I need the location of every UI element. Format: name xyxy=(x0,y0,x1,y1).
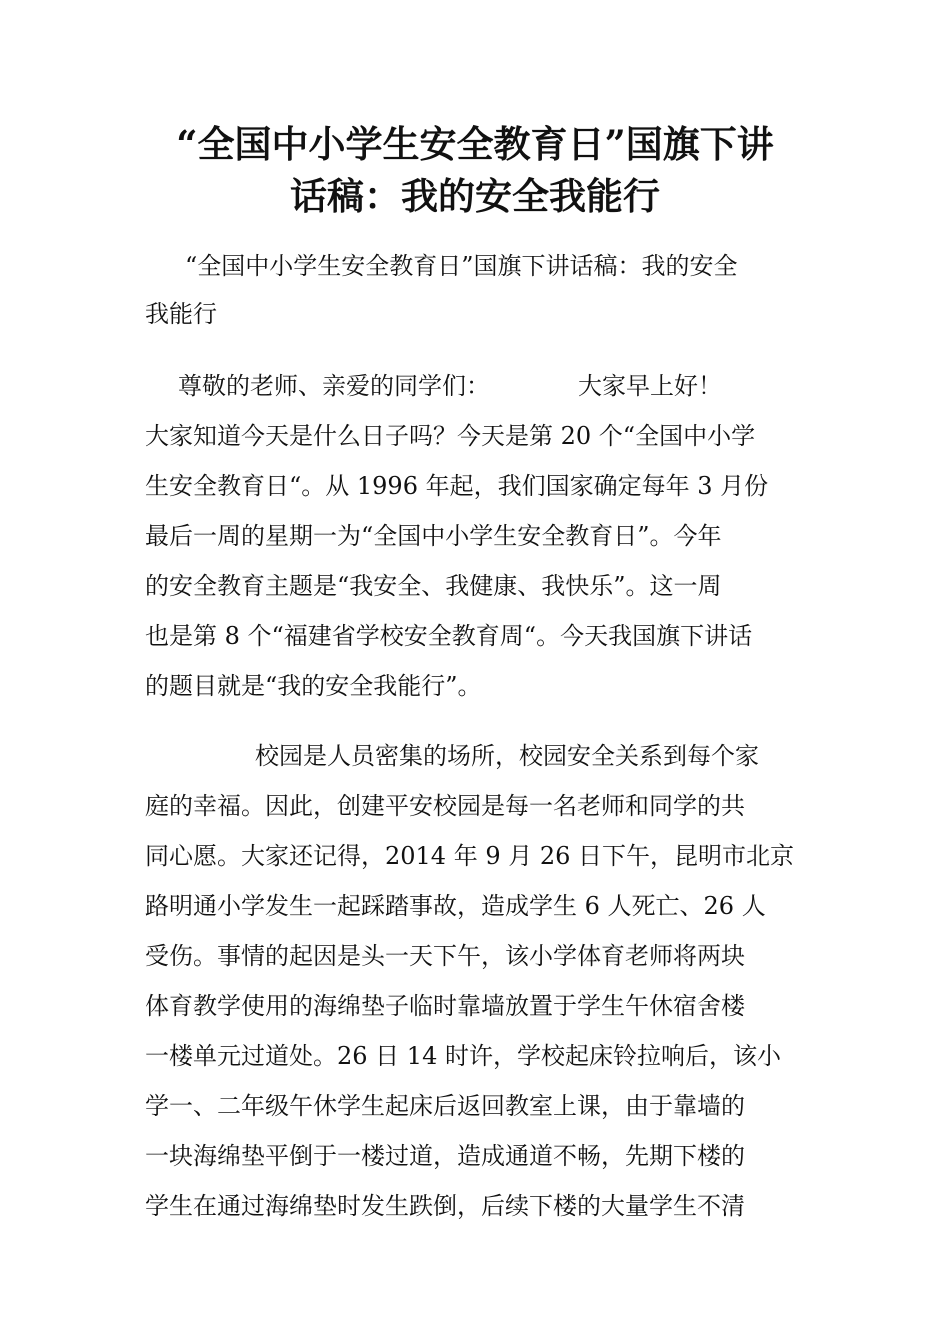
paragraph-line: 路明通小学发生一起踩踏事故，造成学生 6 人死亡、26 人 xyxy=(145,892,766,920)
paragraph-line: 受伤。事情的起因是头一天下午，该小学体育老师将两块 xyxy=(145,942,745,970)
document-title xyxy=(120,118,830,222)
paragraph-line: 大家知道今天是什么日子吗？今天是第 20 个“全国中小学 xyxy=(145,422,756,450)
paragraph-line: 学生在通过海绵垫时发生跌倒，后续下楼的大量学生不清 xyxy=(145,1192,745,1220)
paragraph-line: 的安全教育主题是“我安全、我健康、我快乐”。这一周 xyxy=(145,572,722,600)
paragraph-line: 的题目就是“我的安全我能行”。 xyxy=(145,672,482,700)
paragraph-line: 也是第 8 个“福建省学校安全教育周“。今天我国旗下讲话 xyxy=(145,622,753,650)
greeting-salutation: 尊敬的老师、亲爱的同学们： xyxy=(178,372,490,400)
paragraph-line: 学一、二年级午休学生起床后返回教室上课，由于靠墙的 xyxy=(145,1092,745,1120)
paragraph-line: 生安全教育日“。从 1996 年起，我们国家确定每年 3 月份 xyxy=(145,472,769,500)
subtitle-line-2: 我能行 xyxy=(145,300,217,328)
paragraph-line: 最后一周的星期一为“全国中小学生安全教育日”。今年 xyxy=(145,522,722,550)
paragraph-line: 一块海绵垫平倒于一楼过道，造成通道不畅，先期下楼的 xyxy=(145,1142,745,1170)
paragraph-line: 一楼单元过道处。26 日 14 时许，学校起床铃拉响后，该小 xyxy=(145,1042,781,1070)
subtitle-line-1: “全国中小学生安全教育日”国旗下讲话稿：我的安全 xyxy=(185,252,738,280)
paragraph-line: 体育教学使用的海绵垫子临时靠墙放置于学生午休宿舍楼 xyxy=(145,992,745,1020)
paragraph-line: 校园是人员密集的场所，校园安全关系到每个家 xyxy=(255,742,759,770)
title-line-1: “全国中小学生安全教育日”国旗下讲 xyxy=(176,122,774,166)
greeting-morning: 大家早上好！ xyxy=(578,372,722,400)
paragraph-line: 庭的幸福。因此，创建平安校园是每一名老师和同学的共 xyxy=(145,792,745,820)
greeting xyxy=(178,370,858,402)
paragraph-line: 同心愿。大家还记得，2014 年 9 月 26 日下午，昆明市北京 xyxy=(145,842,795,870)
title-line-2: 话稿：我的安全我能行 xyxy=(290,174,660,218)
